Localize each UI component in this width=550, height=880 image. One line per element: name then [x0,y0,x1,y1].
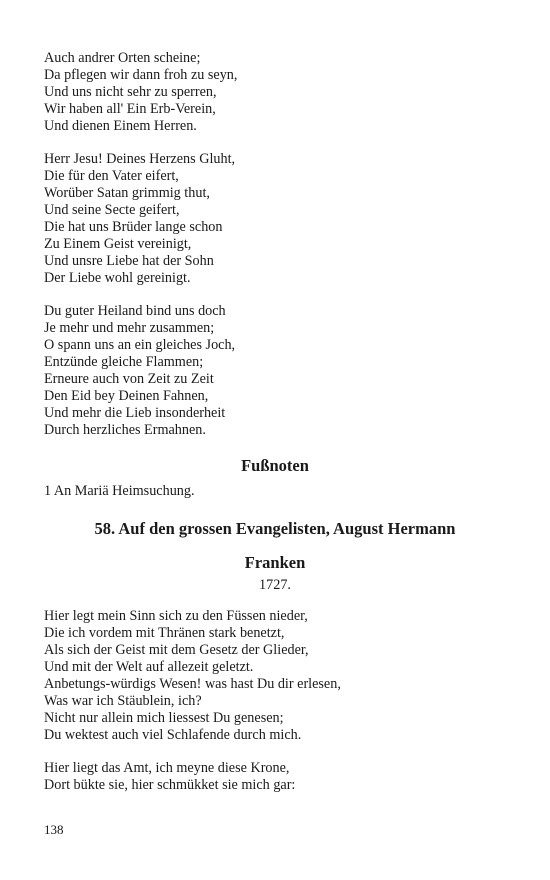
stanza [44,50,506,135]
footnotes-heading: Fußnoten [241,456,309,475]
verse-line: Die hat uns Brüder lange schon [44,219,223,235]
verse-line: Herr Jesu! Deines Herzens Gluht, [44,151,236,167]
verse-line: Entzünde gleiche Flammen; [44,354,204,370]
verse-line: Hier liegt das Amt, ich meyne diese Krone, [44,760,290,776]
verse-line: Die für den Vater eifert, [44,168,179,184]
stanza [44,760,506,794]
verse-line: O spann uns an ein gleiches Joch, [44,337,236,353]
verse-line: Hier legt mein Sinn sich zu den Füssen nieder, [44,608,308,624]
verse-line: Und uns nicht sehr zu sperren, [44,84,217,100]
page-content [44,50,506,810]
stanza [44,151,506,287]
verse-line: Anbetungs-würdigs Wesen! was hast Du dir erlesen, [44,676,341,692]
verse-line: Da pflegen wir dann froh zu seyn, [44,67,238,83]
footnote-item: 1 An Mariä Heimsuchung. [44,483,195,499]
verse-line: Durch herzliches Ermahnen. [44,422,206,438]
verse-line: Und mit der Welt auf allezeit geletzt. [44,659,254,675]
verse-line: Du wektest auch viel Schlafende durch mich. [44,727,302,743]
verse-line: Was war ich Stäublein, ich? [44,693,202,709]
verse-line: Und seine Secte geifert, [44,202,180,218]
poem-title: 58. Auf den grossen Evangelisten, August Hermann [94,519,456,538]
verse-line: Und unsre Liebe hat der Sohn [44,253,214,269]
verse-line: Worüber Satan grimmig thut, [44,185,210,201]
verse-line: Den Eid bey Deinen Fahnen, [44,388,209,404]
page-number: 138 [44,822,64,837]
verse-line: Auch andrer Orten scheine; [44,50,201,66]
verse-line: Und dienen Einem Herren. [44,118,197,134]
poem-title-continued: Franken [244,553,306,572]
verse-line: Als sich der Geist mit dem Gesetz der Glieder, [44,642,309,658]
verse-line: Der Liebe wohl gereinigt. [44,270,191,286]
verse-line: Je mehr und mehr zusammen; [44,320,215,336]
stanza [44,303,506,439]
verse-line: Die ich vordem mit Thränen stark benetzt, [44,625,285,641]
stanza [44,608,506,744]
verse-line: Und mehr die Lieb insonderheit [44,405,226,421]
verse-line: Zu Einem Geist vereinigt, [44,236,192,252]
verse-line: Wir haben all' Ein Erb-Verein, [44,101,216,117]
verse-line: Du guter Heiland bind uns doch [44,303,226,319]
verse-line: Nicht nur allein mich liessest Du genesen; [44,710,284,726]
verse-line: Erneure auch von Zeit zu Zeit [44,371,214,387]
verse-line: Dort bükte sie, hier schmükket sie mich gar: [44,777,296,793]
poem-date: 1727. [259,577,291,593]
